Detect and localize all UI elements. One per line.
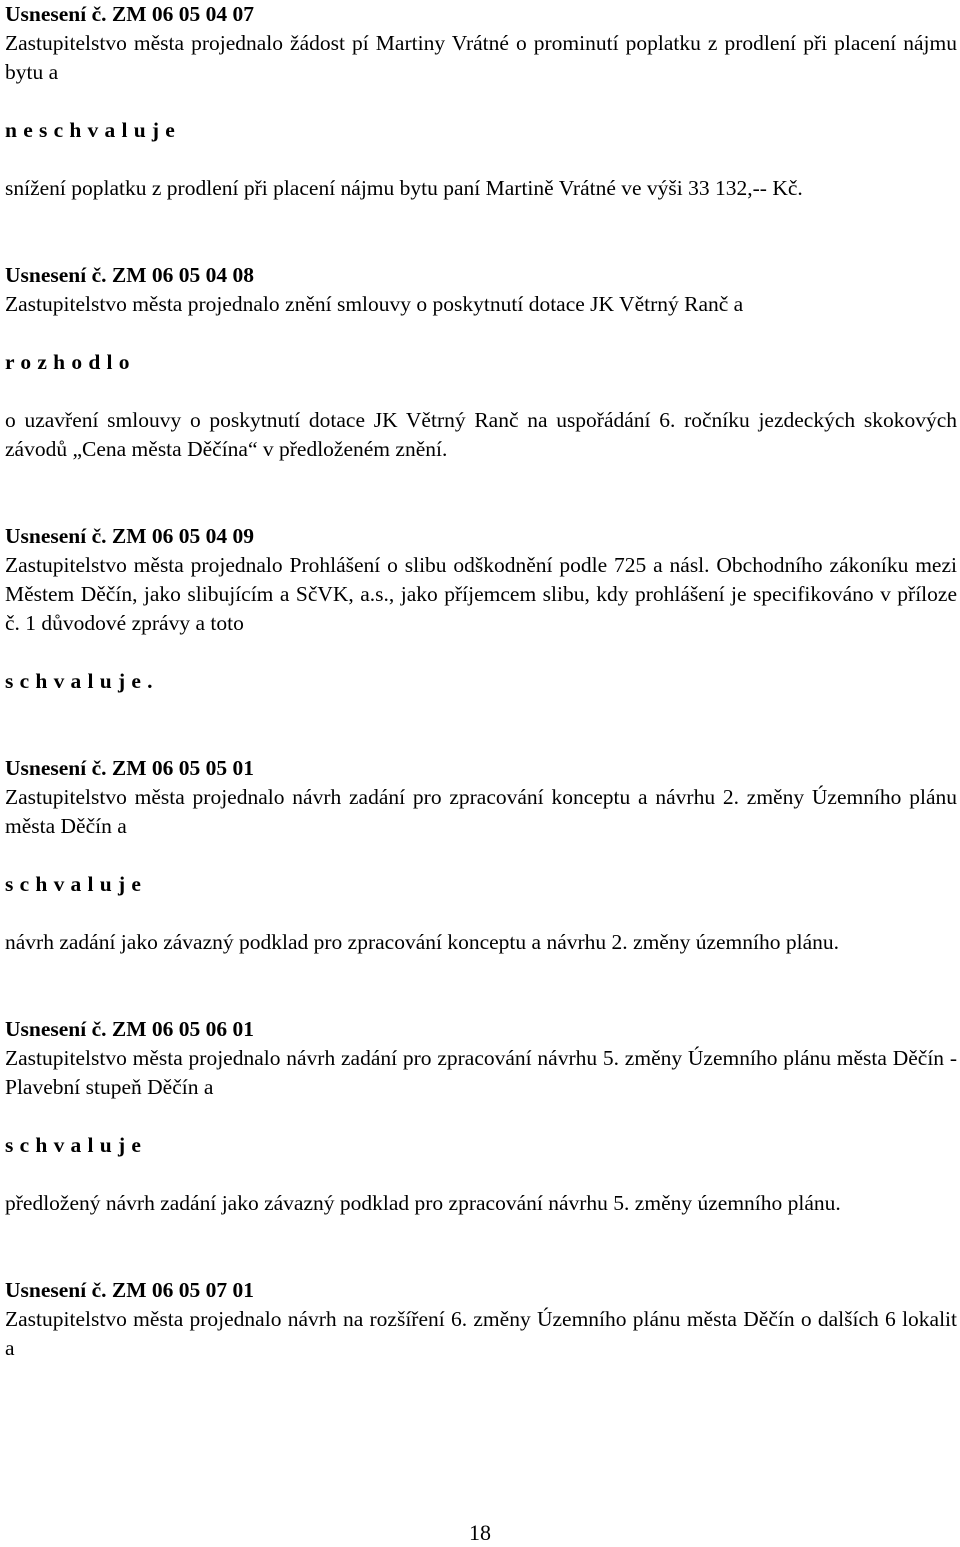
resolution-block	[5, 1276, 957, 1363]
resolution-heading: Usnesení č. ZM 06 05 04 09	[5, 524, 255, 548]
resolution-heading: Usnesení č. ZM 06 05 06 01	[5, 1017, 255, 1041]
resolution-intro: Zastupitelstvo města projednalo žádost pí Martiny Vrátné o prominutí poplatku z prodlení při placení nájmu bytu a	[5, 31, 957, 84]
resolution-block	[5, 261, 957, 464]
resolution-verb: s c h v a l u j e .	[5, 669, 153, 693]
resolution-verb: s c h v a l u j e	[5, 1133, 142, 1157]
resolution-body: předložený návrh zadání jako závazný podklad pro zpracování návrhu 5. změny územního plánu.	[5, 1191, 841, 1215]
resolution-intro: Zastupitelstvo města projednalo návrh zadání pro zpracování konceptu a návrhu 2. změny Územního plánu města Děčín a	[5, 785, 957, 838]
resolution-heading: Usnesení č. ZM 06 05 07 01	[5, 1278, 255, 1302]
resolution-intro: Zastupitelstvo města projednalo znění smlouvy o poskytnutí dotace JK Větrný Ranč a	[5, 292, 744, 316]
resolution-heading: Usnesení č. ZM 06 05 04 08	[5, 263, 255, 287]
resolution-block	[5, 754, 957, 957]
resolution-body: snížení poplatku z prodlení při placení nájmu bytu paní Martině Vrátné ve výši 33 132,-- Kč.	[5, 176, 803, 200]
resolution-intro: Zastupitelstvo města projednalo návrh na rozšíření 6. změny Územního plánu města Děčín o dalších 6 lokalit a	[5, 1307, 957, 1360]
resolution-body: návrh zadání jako závazný podklad pro zpracování konceptu a návrhu 2. změny územního plánu.	[5, 930, 840, 954]
page-number: 18	[469, 1520, 491, 1545]
resolution-block	[5, 1015, 957, 1218]
document-page	[5, 0, 957, 1363]
resolution-heading: Usnesení č. ZM 06 05 04 07	[5, 2, 255, 26]
resolution-heading: Usnesení č. ZM 06 05 05 01	[5, 756, 255, 780]
resolution-intro: Zastupitelstvo města projednalo Prohlášení o slibu odškodnění podle 725 a násl. Obchodního zákoníku mezi Městem Děčín, jako slibujícím a SčVK, a.s., jako příjemcem slibu, kdy prohlášení je specifikováno v příloze č. 1 důvodové zprávy a toto	[5, 553, 957, 635]
resolution-block	[5, 522, 957, 696]
resolution-verb: n e s c h v a l u j e	[5, 118, 176, 142]
resolution-body: o uzavření smlouvy o poskytnutí dotace JK Větrný Ranč na uspořádání 6. ročníku jezdeckých skokových závodů „Cena města Děčína“ v předloženém znění.	[5, 408, 957, 461]
resolution-verb: s c h v a l u j e	[5, 872, 142, 896]
resolution-block	[5, 0, 957, 203]
resolution-intro: Zastupitelstvo města projednalo návrh zadání pro zpracování návrhu 5. změny Územního plánu města Děčín - Plavební stupeň Děčín a	[5, 1046, 957, 1099]
resolution-verb: r o z h o d l o	[5, 350, 130, 374]
